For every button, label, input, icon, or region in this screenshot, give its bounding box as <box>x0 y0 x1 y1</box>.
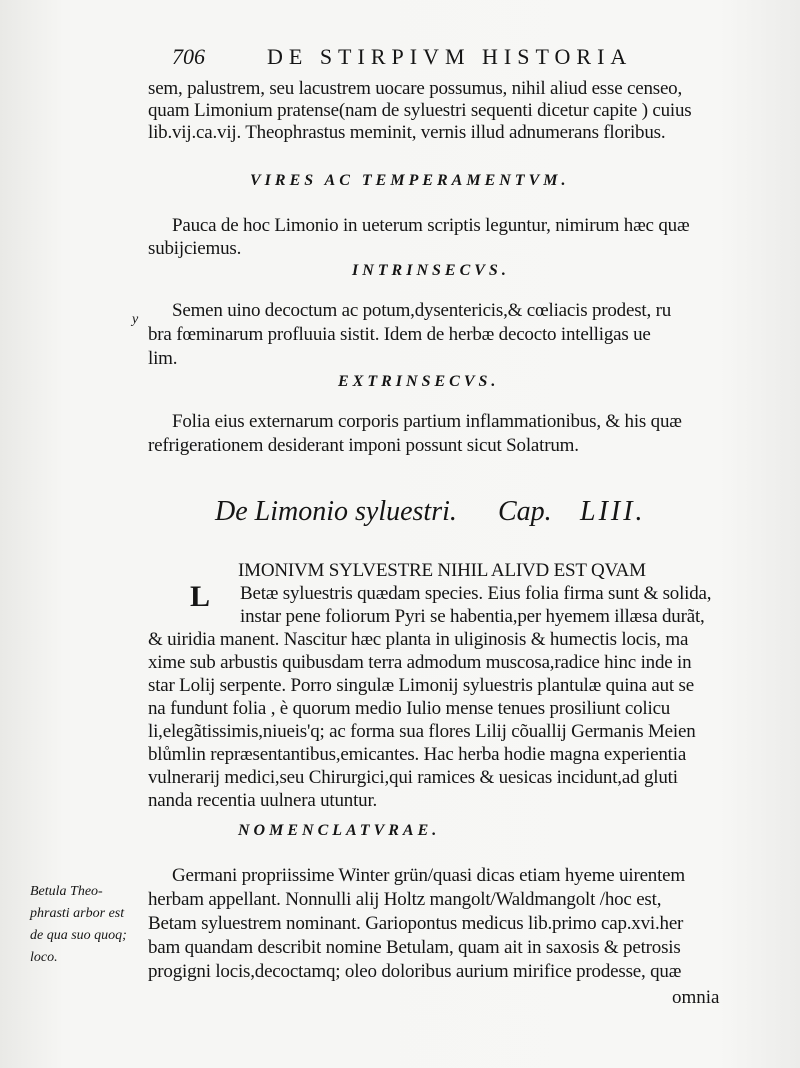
text-line: refrigerationem desiderant imponi possunt sicut Solatrum. <box>148 435 579 456</box>
page-header <box>172 44 772 74</box>
text-line: instar pene foliorum Pyri se habentia,per hyemem illæsa durãt, <box>240 606 705 627</box>
text-line: Germani propriissime Winter grün/quasi dicas etiam hyeme uirentem <box>172 865 685 886</box>
text-line: nanda recentia uulnera utuntur. <box>148 790 378 811</box>
section-heading-nomenclaturae: NOMENCLATVRAE. <box>238 822 441 839</box>
margin-note <box>30 881 148 969</box>
margin-note-line: phrasti arbor est <box>30 906 125 921</box>
running-title: DE STIRPIVM HISTORIA <box>267 44 633 69</box>
section-heading-extrinsecus: EXTRINSECVS. <box>338 373 500 390</box>
chapter-cap: Cap. <box>498 496 552 527</box>
text-line: lib.vij.ca.vij. Theophrastus meminit, vernis illud adnumerans floribus. <box>148 122 666 143</box>
margin-note-line: Betula Theo- <box>30 884 103 899</box>
stray-mark: y <box>132 312 139 327</box>
text-line: Betam syluestrem nominant. Gariopontus medicus lib.primo cap.xvi.her <box>148 913 684 934</box>
margin-note-line: de qua suo quoq; <box>30 928 127 943</box>
text-line: & uiridia manent. Nascitur hæc planta in uliginosis & humectis locis, ma <box>148 629 689 650</box>
initial-letter: L <box>190 580 211 613</box>
text-line: progigni locis,decoctamq; oleo doloribus aurium mirifice prodesse, quæ <box>148 961 682 982</box>
section-heading-vires: VIRES AC TEMPERAMENTVM. <box>250 172 570 189</box>
text-line: quam Limonium pratense(nam de syluestri sequenti dicetur capite ) cuius <box>148 100 692 121</box>
catchword: omnia <box>672 987 720 1008</box>
text-line: Pauca de hoc Limonio in ueterum scriptis leguntur, nimirum hæc quæ <box>172 215 690 236</box>
text-line: lim. <box>148 348 178 369</box>
text-line: Semen uino decoctum ac potum,dysentericis,& cœliacis prodest, ru <box>172 300 672 321</box>
text-line: IMONIVM SYLVESTRE NIHIL ALIVD EST QVAM <box>238 560 646 581</box>
text-line: Betæ syluestris quædam species. Eius folia firma sunt & solida, <box>240 583 712 604</box>
margin-note-line: loco. <box>30 950 58 965</box>
chapter-title <box>215 496 685 530</box>
text-line: Folia eius externarum corporis partium inflammationibus, & his quæ <box>172 411 682 432</box>
chapter-name: De Limonio syluestri. <box>215 496 457 527</box>
text-line: vulnerarij medici,seu Chirurgici,qui ramices & uesicas incidunt,ad gluti <box>148 767 678 788</box>
section-heading-intrinsecus: INTRINSECVS. <box>352 262 510 279</box>
text-line: star Lolij serpente. Porro singulæ Limonij syluestris plantulæ quina aut se <box>148 675 694 696</box>
text-line: herbam appellant. Nonnulli alij Holtz mangolt/Waldmangolt /hoc est, <box>148 889 662 910</box>
text-line: blůmlin repræsentantibus,emicantes. Hac herba hodie magna experientia <box>148 744 687 765</box>
page-number: 706 <box>172 44 205 69</box>
chapter-number: LIII. <box>580 496 646 527</box>
text-line: subijciemus. <box>148 238 242 259</box>
text-line: na fundunt folia , è quorum medio Iulio mense tenues prosiliunt colicu <box>148 698 671 719</box>
text-line: sem, palustrem, seu lacustrem uocare possumus, nihil aliud esse censeo, <box>148 78 683 99</box>
text-line: bra fœminarum profluuia sistit. Idem de herbæ decocto intelligas ue <box>148 324 651 345</box>
text-line: xime sub arbustis quibusdam terra admodum muscosa,radice hinc inde in <box>148 652 692 673</box>
text-line: bam quandam describit nomine Betulam, quam ait in saxosis & petrosis <box>148 937 681 958</box>
text-line: li,elegãtissimis,niueis'q; ac forma sua flores Lilij cõuallij Germanis Meien <box>148 721 696 742</box>
